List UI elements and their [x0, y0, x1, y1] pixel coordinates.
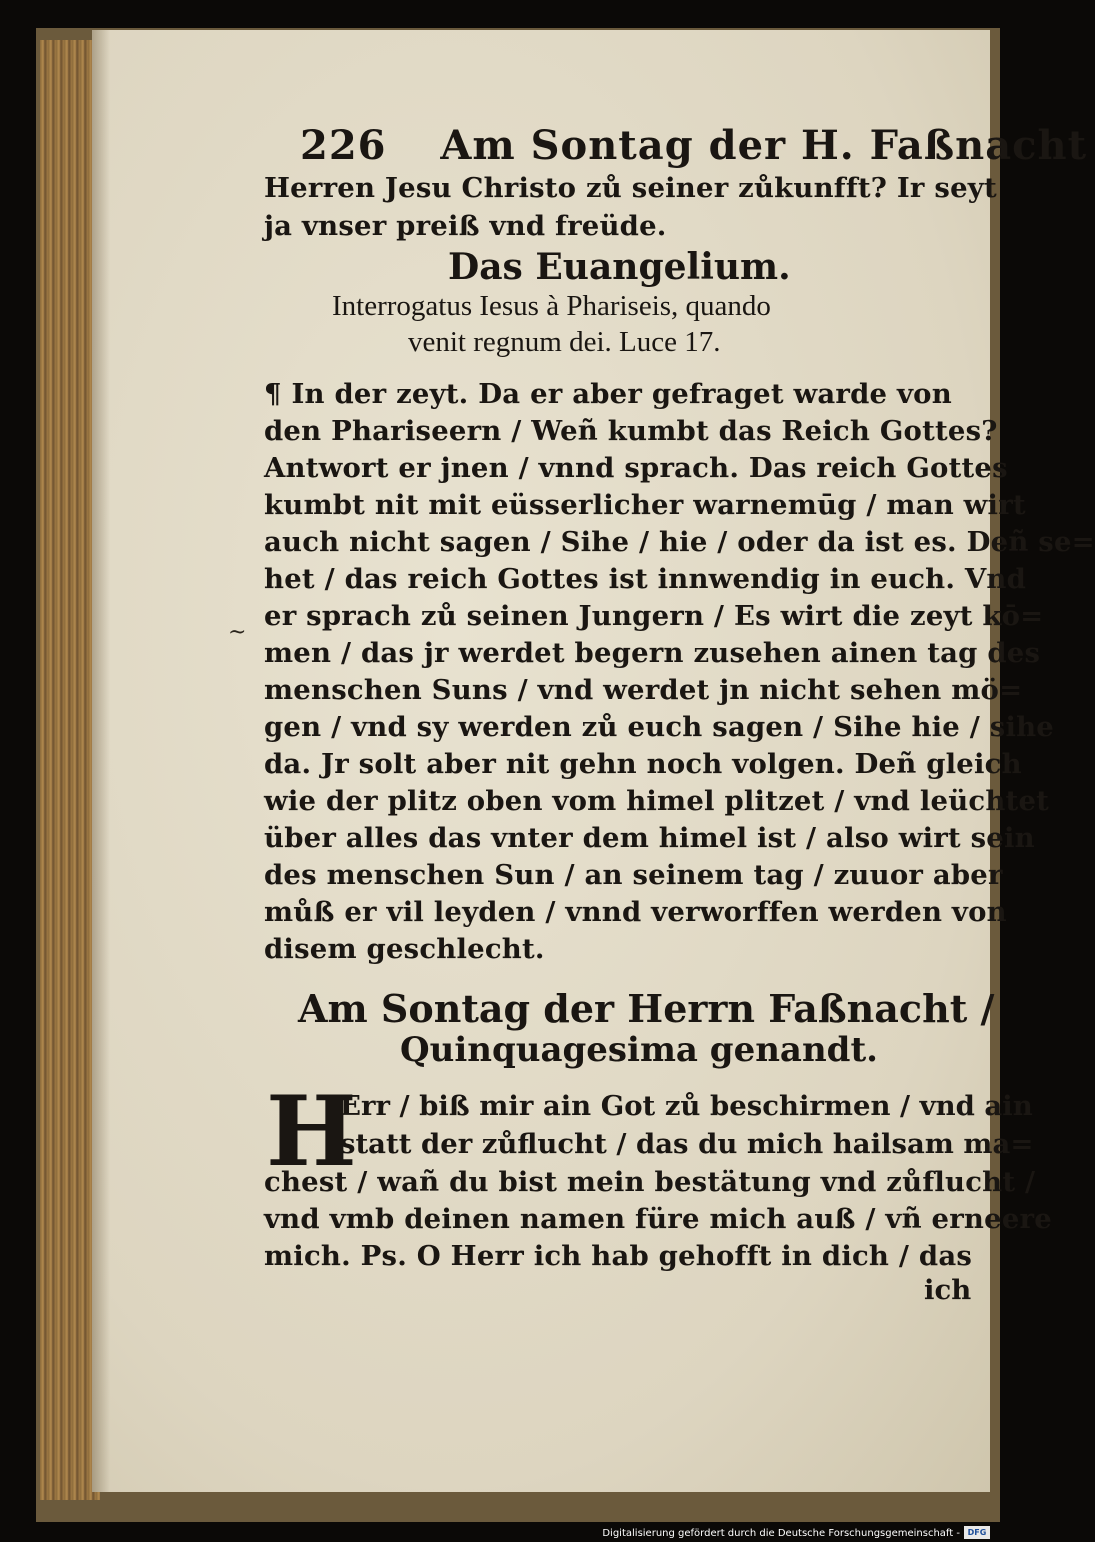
section-title: Am Sontag der Herrn Faßnacht /: [298, 986, 995, 1031]
marginal-mark: ~: [228, 620, 247, 645]
gospel-line: kumbt nit mit eüsserlicher warnemūg / man wirt: [264, 489, 1026, 521]
dfg-logo: DFG: [964, 1526, 990, 1539]
gospel-line: den Phariseern / Weñ kumbt das Reich Gottes?: [264, 415, 998, 447]
drop-cap: H: [266, 1075, 357, 1188]
gospel-line: můß er vil leyden / vnnd verworffen werden von: [264, 896, 1007, 928]
section-line: statt der zůflucht / das du mich hailsam ma=: [340, 1128, 1034, 1160]
gospel-line: wie der plitz oben vom himel plitzet / vnd leüchtet: [264, 785, 1050, 817]
running-header: [300, 122, 1087, 169]
latin-line: Interrogatus Iesus à Phariseis, quando: [332, 290, 771, 322]
gospel-line: Antwort er jnen / vnnd sprach. Das reich Gottes: [264, 452, 1008, 484]
section-line: vnd vmb deinen namen füre mich auß / vñ erneere: [264, 1203, 1052, 1235]
gospel-line: er sprach zů seinen Jungern / Es wirt die zeyt kō=: [264, 600, 1044, 632]
gospel-line: auch nicht sagen / Sihe / hie / oder da ist es. Deñ se=: [264, 526, 1095, 558]
gospel-title: Das Euangelium.: [448, 246, 791, 288]
gospel-line: des menschen Sun / an seinem tag / zuuor aber: [264, 859, 1003, 891]
gospel-line: menschen Suns / vnd werdet jn nicht sehen mö=: [264, 674, 1023, 706]
gospel-line: het / das reich Gottes ist innwendig in euch. Vnd: [264, 563, 1027, 595]
section-line: mich. Ps. O Herr ich hab gehofft in dich / das: [264, 1240, 973, 1272]
section-line: chest / wañ du bist mein bestätung vnd zůflucht /: [264, 1166, 1036, 1198]
intro-line: ja vnser preiß vnd freüde.: [264, 210, 667, 242]
gospel-line: da. Jr solt aber nit gehn noch volgen. Deñ gleich: [264, 748, 1022, 780]
gospel-line: ¶ In der zeyt. Da er aber gefraget warde von: [264, 378, 952, 410]
page-edges: [40, 40, 100, 1500]
gospel-line: disem geschlecht.: [264, 933, 545, 965]
catchword: ich: [924, 1274, 972, 1306]
intro-line: Herren Jesu Christo zů seiner zůkunfft? Ir seyt: [264, 172, 997, 204]
section-subtitle: Quinquagesima genandt.: [400, 1030, 878, 1070]
gospel-line: gen / vnd sy werden zů euch sagen / Sihe hie / sihe: [264, 711, 1054, 743]
gutter-shadow: [92, 30, 110, 1492]
page-number: 226: [300, 122, 387, 169]
gospel-line: über alles das vnter dem himel ist / also wirt sein: [264, 822, 1035, 854]
digitization-credit: Digitalisierung gefördert durch die Deutsche Forschungsgemeinschaft -: [602, 1528, 960, 1539]
running-title: Am Sontag der H. Faßnacht: [440, 122, 1088, 169]
gospel-line: men / das jr werdet begern zusehen ainen tag des: [264, 637, 1041, 669]
section-line: Err / biß mir ain Got zů beschirmen / vnd ain: [340, 1090, 1033, 1122]
latin-line: venit regnum dei. Luce 17.: [408, 326, 721, 358]
